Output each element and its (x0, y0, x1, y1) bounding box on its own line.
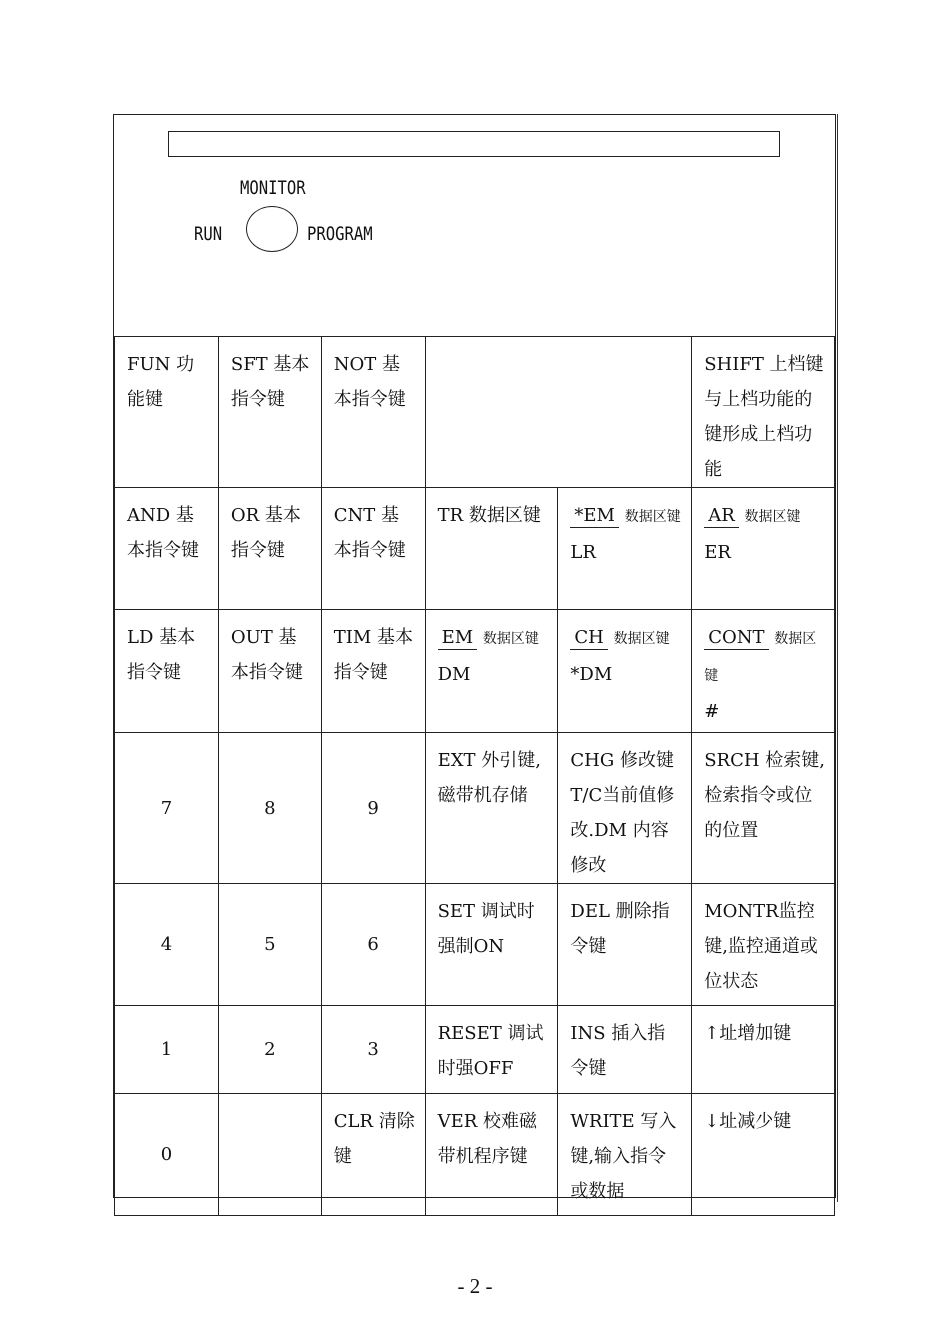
srch-key[interactable]: SRCH 检索键,检索指令或位的位置 (692, 733, 835, 884)
ar-desc: 数据区键 (744, 509, 801, 525)
ext-key[interactable]: EXT 外引键,磁带机存储 (425, 733, 558, 884)
mode-label-program: PROGRAM (307, 223, 373, 245)
key-table (114, 336, 835, 1216)
ch-dm-key[interactable] (558, 610, 692, 733)
table-row (115, 1006, 835, 1094)
ch-desc: 数据区键 (613, 631, 670, 647)
table-row (115, 337, 835, 488)
em2-desc: 数据区键 (482, 631, 539, 647)
and-key[interactable]: AND 基本指令键 (115, 488, 219, 610)
digit-7-key[interactable]: 7 (115, 733, 219, 884)
montr-key[interactable]: MONTR监控键,监控通道或位状态 (692, 884, 835, 1006)
ld-key[interactable]: LD 基本指令键 (115, 610, 219, 733)
chg-key[interactable]: CHG 修改键 T/C当前值修改.DM 内容修改 (558, 733, 692, 884)
digit-5-key[interactable]: 5 (218, 884, 321, 1006)
table-row (115, 884, 835, 1006)
sft-key[interactable]: SFT 基本指令键 (218, 337, 321, 488)
table-row (115, 488, 835, 610)
reset-key[interactable]: RESET 调试时强OFF (425, 1006, 558, 1094)
tim-key[interactable]: TIM 基本指令键 (321, 610, 425, 733)
digit-9-key[interactable]: 9 (321, 733, 425, 884)
table-row (115, 1094, 835, 1216)
cont-key[interactable] (692, 610, 835, 733)
display-panel (114, 115, 835, 337)
not-key[interactable]: NOT 基本指令键 (321, 337, 425, 488)
ch-label: CH (570, 627, 607, 650)
fun-key[interactable]: FUN 功能键 (115, 337, 219, 488)
ar-label: AR (704, 505, 739, 528)
digit-8-key[interactable]: 8 (218, 733, 321, 884)
lcd-display (168, 131, 780, 157)
empty-cell (425, 337, 692, 488)
digit-6-key[interactable]: 6 (321, 884, 425, 1006)
em-dm-key[interactable] (425, 610, 558, 733)
tr-key[interactable]: TR 数据区键 (425, 488, 558, 610)
mode-selector-knob[interactable] (246, 206, 298, 252)
digit-4-key[interactable]: 4 (115, 884, 219, 1006)
digit-2-key[interactable]: 2 (218, 1006, 321, 1094)
empty-cell (218, 1094, 321, 1216)
set-key[interactable]: SET 调试时强制ON (425, 884, 558, 1006)
er-label: ER (704, 542, 731, 563)
ver-key[interactable]: VER 校难磁带机程序键 (425, 1094, 558, 1216)
cnt-key[interactable]: CNT 基本指令键 (321, 488, 425, 610)
table-row (115, 610, 835, 733)
cont-desc: 数据区键 (704, 631, 817, 684)
ins-key[interactable]: INS 插入指令键 (558, 1006, 692, 1094)
em-desc: 数据区键 (624, 509, 681, 525)
digit-3-key[interactable]: 3 (321, 1006, 425, 1094)
or-key[interactable]: OR 基本指令键 (218, 488, 321, 610)
address-down-key[interactable]: ↓址减少键 (692, 1094, 835, 1216)
right-edge-line (837, 114, 838, 1202)
write-key[interactable]: WRITE 写入键,输入指令或数据 (558, 1094, 692, 1216)
page-number: - 2 - (457, 1274, 493, 1298)
hash-label: # (704, 701, 720, 722)
lr-label: LR (570, 542, 596, 563)
star-dm-label: *DM (570, 664, 613, 685)
out-key[interactable]: OUT 基本指令键 (218, 610, 321, 733)
digit-1-key[interactable]: 1 (115, 1006, 219, 1094)
em-label: *EM (570, 505, 619, 528)
table-row (115, 733, 835, 884)
plc-keypad-frame (113, 114, 836, 1202)
dm-label: DM (437, 664, 471, 685)
shift-key[interactable]: SHIFT 上档键与上档功能的键形成上档功能 (692, 337, 835, 488)
clr-key[interactable]: CLR 清除键 (321, 1094, 425, 1216)
em2-label: EM (438, 627, 478, 650)
mode-label-monitor: MONITOR (240, 177, 306, 199)
em-lr-key[interactable] (558, 488, 692, 610)
del-key[interactable]: DEL 删除指令键 (558, 884, 692, 1006)
mode-label-run: RUN (194, 223, 223, 245)
digit-0-key[interactable]: 0 (115, 1094, 219, 1216)
address-up-key[interactable]: ↑址增加键 (692, 1006, 835, 1094)
ar-er-key[interactable] (692, 488, 835, 610)
cont-label: CONT (704, 627, 768, 650)
